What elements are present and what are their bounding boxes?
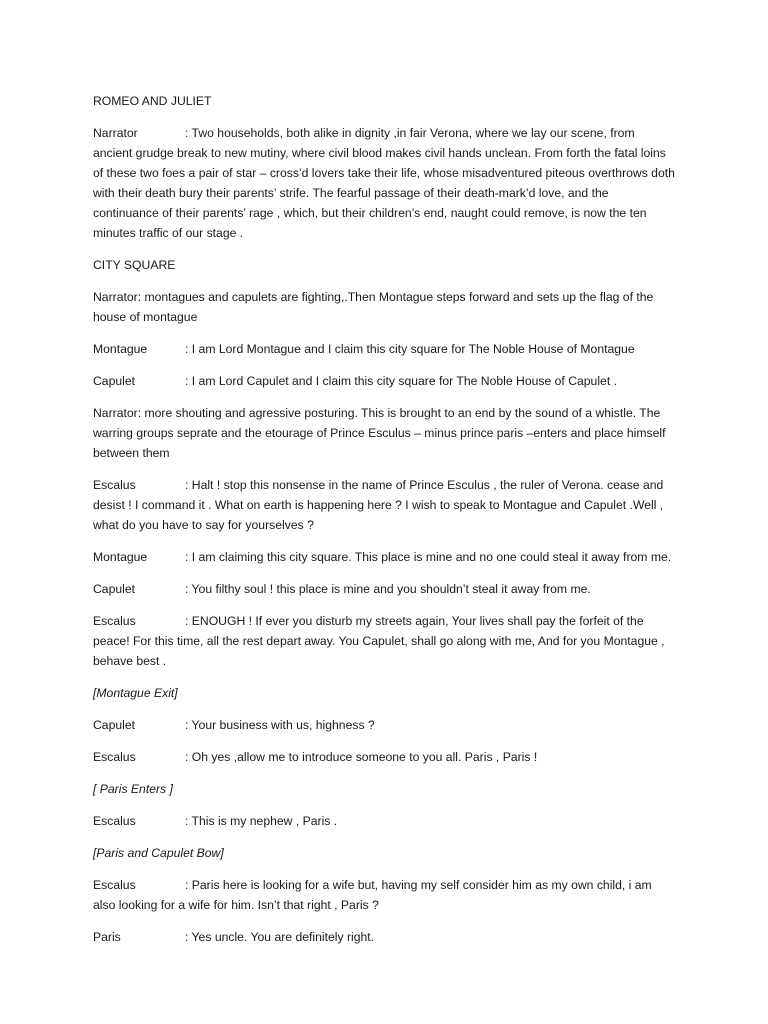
dialogue-line (93, 715, 677, 735)
script-body (93, 91, 677, 959)
stage-direction: [ Paris Enters ] (93, 782, 173, 796)
dialogue-line (93, 927, 677, 947)
play-title: ROMEO AND JULIET (93, 94, 212, 108)
dialogue-line (93, 811, 677, 831)
dialogue-line (93, 579, 677, 599)
dialogue-text: : Yes uncle. You are definitely right. (185, 930, 375, 944)
narration: Narrator: more shouting and agressive posturing. This is brought to an end by the sound of a whistle. The warring groups seprate and the etourage of Prince Esculus – minus prince paris –enters and place himself between them (93, 406, 666, 460)
dialogue-text: : You filthy soul ! this place is mine and you shouldn’t steal it away from me. (185, 582, 591, 596)
speaker-name: Capulet (93, 718, 136, 732)
speaker-name: Escalus (93, 814, 136, 828)
speaker-name: Escalus (93, 478, 136, 492)
speaker-name: Escalus (93, 878, 136, 892)
speaker-name: Narrator (93, 126, 138, 140)
scene-heading: CITY SQUARE (93, 258, 176, 272)
dialogue-text: : I am claiming this city square. This place is mine and no one could steal it away from me. (185, 550, 672, 564)
dialogue-line (93, 875, 677, 915)
speaker-name: Escalus (93, 750, 136, 764)
dialogue-text: : This is my nephew , Paris . (185, 814, 338, 828)
narration: Narrator: montagues and capulets are fighting,.Then Montague steps forward and sets up the flag of the house of montague (93, 290, 654, 324)
dialogue-line (93, 475, 677, 535)
speaker-name: Paris (93, 930, 121, 944)
dialogue-text: : ENOUGH ! If ever you disturb my streets again, Your lives shall pay the forfeit of the peace! For this time, all the rest depart away. You Capulet, shall go along with me, And for you Montague , behave best . (93, 614, 665, 668)
speaker-name: Capulet (93, 582, 136, 596)
dialogue-text: : I am Lord Montague and I claim this city square for The Noble House of Montague (185, 342, 635, 356)
speaker-name: Montague (93, 342, 148, 356)
dialogue-line (93, 339, 677, 359)
stage-direction: [Montague Exit] (93, 686, 178, 700)
dialogue-text: : Halt ! stop this nonsense in the name of Prince Esculus , the ruler of Verona. cease and desist ! I command it . What on earth is happening here ? I wish to speak to Montague and Capulet .Well , what do you have to say for yourselves ? (93, 478, 664, 532)
stage-direction: [Paris and Capulet Bow] (93, 846, 224, 860)
speaker-name: Capulet (93, 374, 136, 388)
dialogue-text: : Paris here is looking for a wife but, having my self consider him as my own child, i am also looking for a wife for him. Isn’t that right , Paris ? (93, 878, 652, 912)
dialogue-line (93, 747, 677, 767)
narrator-intro-line (93, 123, 677, 243)
dialogue-line (93, 611, 677, 671)
dialogue-line (93, 371, 677, 391)
dialogue-text: : I am Lord Capulet and I claim this city square for The Noble House of Capulet . (185, 374, 617, 388)
speaker-name: Escalus (93, 614, 136, 628)
speaker-name: Montague (93, 550, 148, 564)
dialogue-text: : Two households, both alike in dignity ,in fair Verona, where we lay our scene, from ancient grudge break to new mutiny, where civil blood makes civil hands unclean. From forth the fatal loins of these two foes a pair of star – cross’d lovers take their life, whose misadventured piteous overthrows doth with their death bury their parents’ strife. The fearful passage of their death-mark’d love, and the continuance of their parents’ rage , which, but their children’s end, naught could remove, is now the ten minutes traffic of our stage . (93, 126, 675, 240)
dialogue-line (93, 547, 677, 567)
dialogue-text: : Your business with us, highness ? (185, 718, 375, 732)
dialogue-text: : Oh yes ,allow me to introduce someone to you all. Paris , Paris ! (185, 750, 538, 764)
